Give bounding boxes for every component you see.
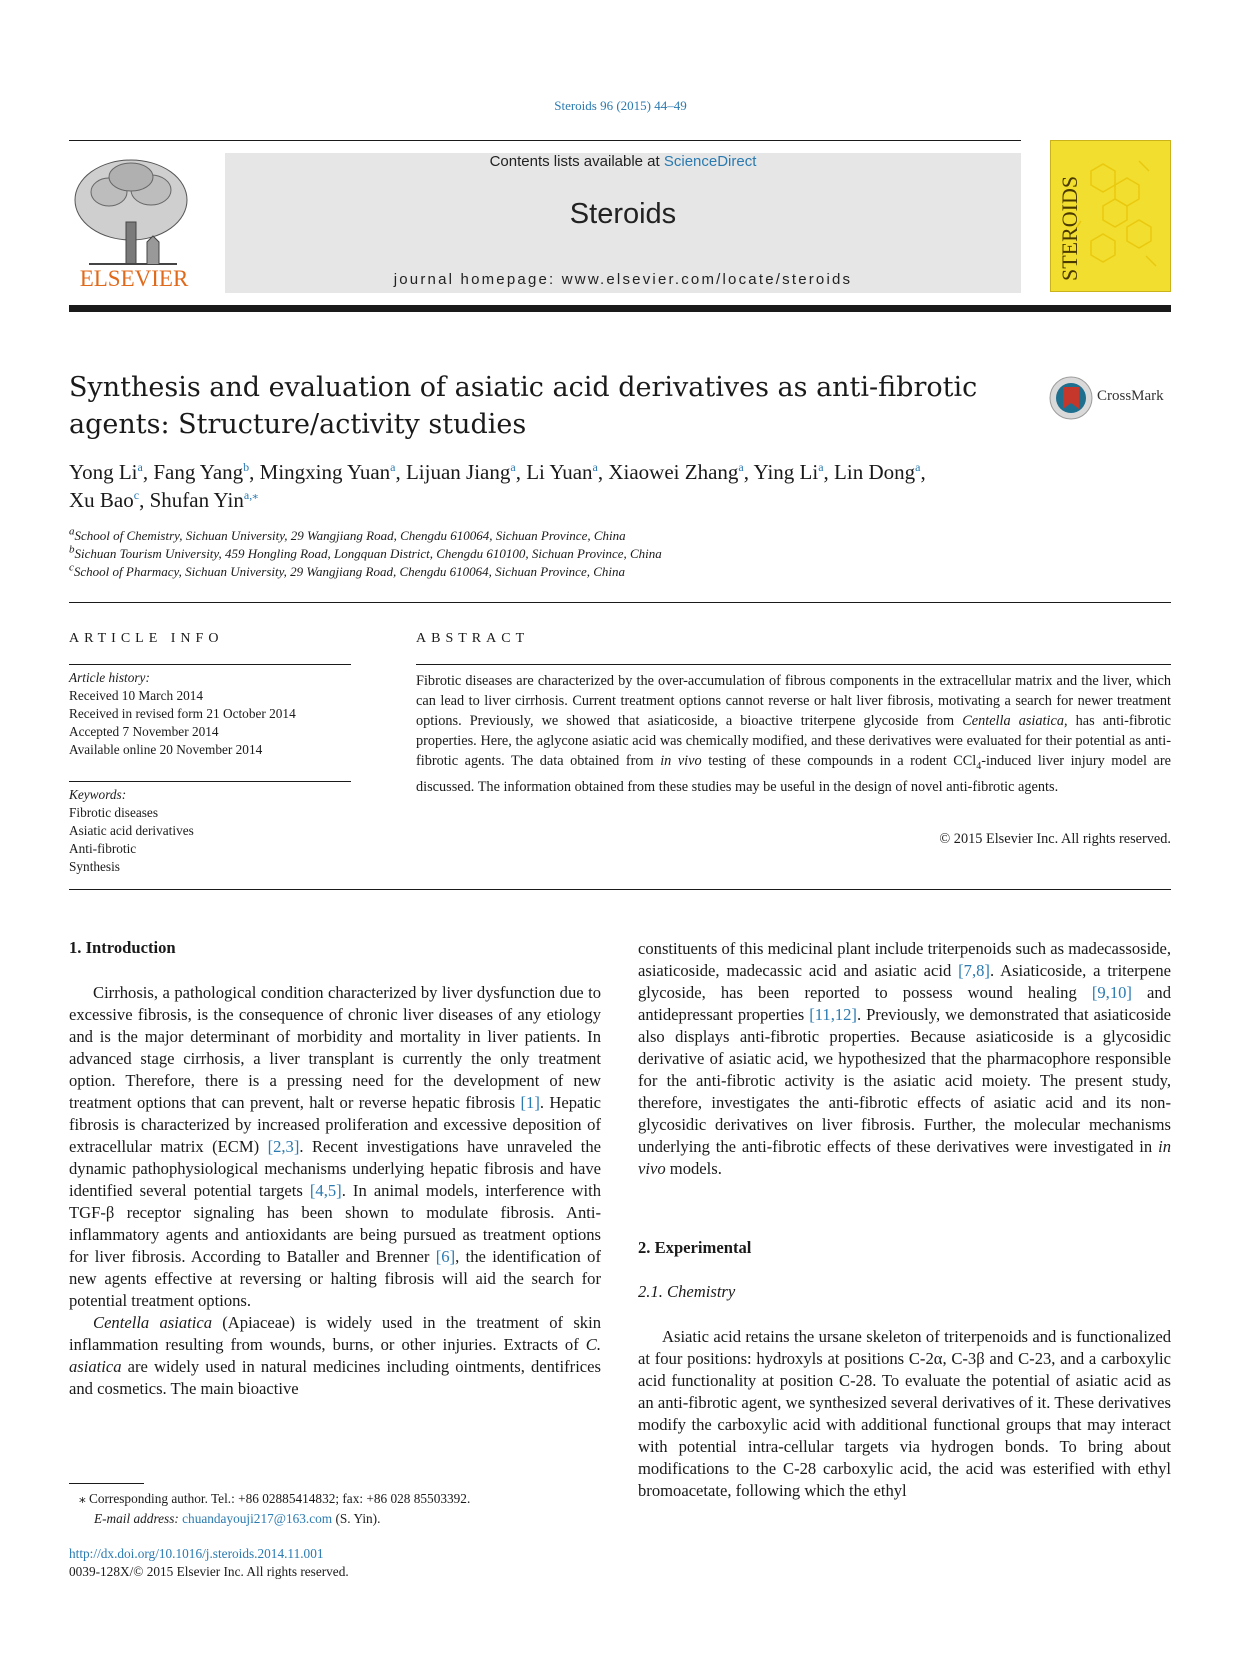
history-item: Accepted 7 November 2014 — [69, 724, 219, 739]
divider — [69, 781, 351, 782]
journal-citation-link[interactable]: Steroids 96 (2015) 44–49 — [554, 98, 687, 113]
paragraph: Asiatic acid retains the ursane skeleton of triterpenoids and is functionalized at four positions: hydroxyls at positions C-2α, C-3β and C-23, and a carboxylic acid functionality at position C-28. To evaluate the potential of asiatic acid as an anti-fibrotic agent, we synthesized several derivatives of it. These derivatives modify the carboxylic acid with additional functional groups that may interact with potential intra-cellular targets via hydrogen bonds. To bring about modifications to the C-28 carboxylic acid, the acid was esterified with ethyl bromoacetate, following which the ethyl — [638, 1327, 1171, 1500]
section-heading-introduction: 1. Introduction — [69, 938, 176, 957]
footnote — [69, 1489, 629, 1529]
paragraph: Cirrhosis, a pathological condition characterized by liver dysfunction due to excessive fibrosis, is the consequence of chronic liver diseases of any etiology and is the major determinant of morbidity and mortality in liver patients. In advanced stage cirrhosis, a liver transplant is currently the only treatment option. Therefore, there is a pressing need for the development of new treatment options that can prevent, halt or reverse hepatic fibrosis [1]. Hepatic fibrosis is characterized by increased proliferation and excessive deposition of extracellular matrix (ECM) [2,3]. Recent investigations have unraveled the dynamic pathophysiological mechanisms underlying hepatic fibrosis and have identified several potential targets [4,5]. In animal models, interference with TGF-β receptor signaling has been shown to modulate fibrosis. Anti-inflammatory agents and antioxidants are being pursued as treatment options for liver fibrosis. According to Bataller and Brenner [6], the identification of new agents effective at reversing or halting fibrosis will aid the search for potential treatment options. — [69, 983, 602, 1310]
header-rule — [69, 140, 1021, 141]
author[interactable]: Xiaowei Zhang$^a$ — [608, 460, 744, 484]
reference-link[interactable]: [6] — [435, 1247, 456, 1266]
header-thick-rule — [69, 305, 1171, 312]
abstract-heading: ABSTRACT — [416, 631, 530, 646]
corresponding-author-note: ⁎ Corresponding author. Tel.: +86 02885414832; fax: +86 028 85503392. — [79, 1491, 471, 1506]
affiliations — [69, 527, 1069, 581]
author[interactable]: Fang Yang$^b$ — [153, 460, 250, 484]
reference-link[interactable]: [1] — [520, 1093, 540, 1112]
keywords — [69, 786, 351, 876]
crossmark-icon — [1049, 376, 1095, 420]
paragraph: constituents of this medicinal plant include triterpenoids such as madecassoside, asiaticoside, madecassic acid and asiatic acid [7,8]. Asiaticoside, a triterpene glycoside, has been reported to possess wound healing [9,10] and antidepressant properties [11,12]. Previously, we demonstrated that asiaticoside also displays anti-fibrotic properties. Because asiaticoside is a glycosidic derivative of asiatic acid, we hypothesized that the pharmacophore responsible for the anti-fibrotic activity is the asiatic acid moiety. The present study, therefore, investigates the anti-fibrotic effects of asiatic acid and its non-glycosidic derivatives on liver fibrosis. Further, the molecular mechanisms underlying the anti-fibrotic effects of these derivatives were investigated in in vivo models. — [638, 939, 1172, 1178]
journal-cover[interactable] — [1050, 140, 1171, 292]
divider — [69, 664, 351, 665]
history-label: Article history: — [69, 670, 150, 685]
journal-name: Steroids — [569, 198, 677, 230]
crossmark-label: CrossMark — [1097, 388, 1164, 404]
reference-link[interactable]: [11,12] — [809, 1005, 857, 1024]
author[interactable]: Li Yuan$^a$ — [526, 460, 598, 484]
keyword: Synthesis — [69, 859, 120, 874]
author[interactable]: Lin Dong$^a$ — [834, 460, 921, 484]
author[interactable]: Ying Li$^a$ — [753, 460, 824, 484]
sciencedirect-link[interactable]: ScienceDirect — [663, 153, 757, 170]
reference-link[interactable]: [4,5] — [309, 1181, 342, 1200]
keywords-label: Keywords: — [69, 787, 127, 802]
elsevier-wordmark: ELSEVIER — [79, 266, 189, 291]
affiliation: $^b$Sichuan Tourism University, 459 Hongling Road, Longquan District, Chengdu 610100, Sichuan Province, China — [69, 543, 662, 561]
history-item: Available online 20 November 2014 — [69, 742, 263, 757]
email-link[interactable]: chuandayouji217@163.com — [182, 1511, 333, 1526]
contents-prefix: Contents lists available at — [489, 153, 664, 170]
divider — [69, 889, 1171, 890]
subsection-heading-chemistry: 2.1. Chemistry — [638, 1282, 736, 1301]
abstract-text: Fibrotic diseases are characterized by the over-accumulation of fibrous components in the extracellular matrix and the liver, which can lead to liver cirrhosis. Current treatment options cannot reverse or halt liver fibrosis, motivating a search for newer treatment options. Previously, we showed that asiaticoside, a bioactive triterpene glycoside from Centella asiatica, has anti-fibrotic properties. Here, the aglycone asiatic acid was chemically modified, and these derivatives were evaluated for their potential as anti-fibrotic agents. The data obtained from in vivo testing of these compounds in a rodent CCl$_4$-induced liver injury model are discussed. The information obtained from these studies may be useful in the design of novel anti-fibrotic agents. — [416, 673, 1171, 795]
chemistry-text — [638, 1326, 1171, 1502]
doi-link[interactable]: http://dx.doi.org/10.1016/j.steroids.2014.11.001 — [69, 1546, 324, 1561]
footnote-rule — [69, 1483, 144, 1484]
steroid-molecule-icon — [1051, 141, 1170, 291]
article-info-heading: ARTICLE INFO — [69, 631, 224, 646]
author-corresponding[interactable]: Shufan Yin$^{a,⁎}$ — [149, 488, 259, 512]
history-item: Received in revised form 21 October 2014 — [69, 706, 296, 721]
contents-line — [225, 153, 1021, 170]
introduction-text — [69, 982, 601, 1400]
divider — [69, 602, 1171, 603]
affiliation: $^c$School of Pharmacy, Sichuan University, 29 Wangjiang Road, Chengdu 610064, Sichuan Province, China — [69, 561, 626, 579]
keyword: Asiatic acid derivatives — [69, 823, 194, 838]
article-history — [69, 669, 351, 759]
introduction-continued — [638, 938, 1171, 1180]
section-heading-experimental: 2. Experimental — [638, 1238, 752, 1257]
author[interactable]: Mingxing Yuan$^a$ — [259, 460, 396, 484]
author[interactable]: Xu Bao$^c$ — [69, 488, 140, 512]
author[interactable]: Yong Li$^a$ — [69, 460, 143, 484]
issn-line: 0039-128X/© 2015 Elsevier Inc. All rights reserved. — [69, 1564, 349, 1579]
crossmark-button[interactable] — [1049, 376, 1179, 420]
reference-link[interactable]: [9,10] — [1091, 983, 1132, 1002]
author[interactable]: Lijuan Jiang$^a$ — [405, 460, 516, 484]
divider — [416, 664, 1171, 665]
keyword: Fibrotic diseases — [69, 805, 159, 820]
history-item: Received 10 March 2014 — [69, 688, 204, 703]
article-title: Synthesis and evaluation of asiatic acid derivatives as anti-fibrotic agents: Structure/activity studies — [69, 372, 978, 440]
elsevier-logo[interactable] — [69, 152, 199, 292]
email-line: E-mail address: chuandayouji217@163.com (S. Yin). — [94, 1511, 381, 1526]
reference-link[interactable]: [2,3] — [267, 1137, 300, 1156]
author-list: Yong Li$^a$, Fang Yang$^b$, Mingxing Yuan$^a$, Lijuan Jiang$^a$, Li Yuan$^a$, Xiaowei Zhang$^a$, Ying Li$^a$, Lin Dong$^a$, Xu Bao$^c$, Shufan Yin$^{a,⁎}$ — [69, 460, 926, 512]
abstract-copyright: © 2015 Elsevier Inc. All rights reserved. — [939, 831, 1171, 847]
affiliation: $^a$School of Chemistry, Sichuan University, 29 Wangjiang Road, Chengdu 610064, Sichuan Province, China — [69, 525, 626, 543]
journal-homepage-link[interactable]: journal homepage: www.elsevier.com/locate/steroids — [393, 271, 853, 288]
cover-title: STEROIDS — [1057, 175, 1082, 281]
reference-link[interactable]: [7,8] — [958, 961, 990, 980]
elsevier-tree-icon — [69, 152, 199, 292]
keyword: Anti-fibrotic — [69, 841, 137, 856]
doi-block — [69, 1545, 349, 1581]
paragraph: Centella asiatica (Apiaceae) is widely used in the treatment of skin inflammation resulting from wounds, burns, or other injuries. Extracts of C. asiatica are widely used in natural medicines including ointments, dentifrices and cosmetics. The main bioactive — [69, 1313, 601, 1398]
